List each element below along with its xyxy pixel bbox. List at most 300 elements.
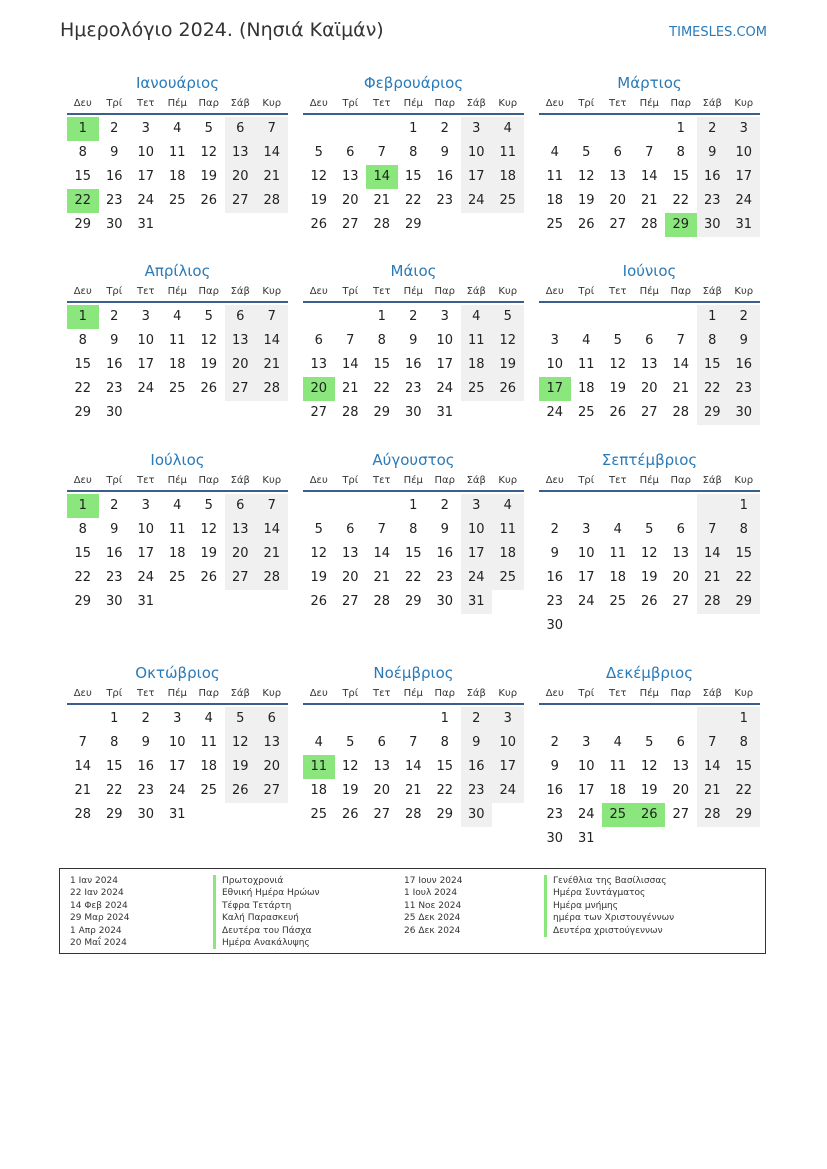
day-cell: 16 [461, 755, 493, 779]
day-cell: 28 [697, 803, 729, 827]
weekday-label: Πέμ [403, 286, 423, 297]
day-cell: 24 [137, 570, 155, 585]
day-cell: 4 [173, 309, 182, 324]
day-cell: 17 [168, 759, 186, 774]
day-cell: 31 [137, 217, 155, 232]
day-cell: 21 [373, 570, 391, 585]
month-calendar [67, 259, 288, 425]
day-cell: 3 [461, 494, 493, 518]
day-cell: 3 [173, 711, 182, 726]
weekday-header [303, 95, 524, 115]
day-cell: 21 [74, 783, 92, 798]
day-cell: 18 [168, 546, 186, 561]
weekday-header [67, 95, 288, 115]
weekday-label: Παρ [198, 286, 219, 297]
empty-cell [539, 305, 571, 329]
day-cell: 14 [373, 546, 391, 561]
day-cell: 18 [609, 783, 627, 798]
month-name: Φεβρουάριος [363, 74, 464, 92]
day-cell: 31 [137, 594, 155, 609]
day-cell: 27 [225, 189, 257, 213]
day-cell: 31 [577, 831, 595, 846]
weekday-label: Σάβ [466, 286, 486, 297]
day-cell: 22 [728, 566, 760, 590]
day-cell: 15 [373, 357, 391, 372]
weekday-label: Πέμ [403, 98, 423, 109]
day-cell: 6 [346, 522, 355, 537]
day-cell: 5 [613, 333, 622, 348]
day-cell: 24 [577, 594, 595, 609]
day-cell: 2 [110, 309, 119, 324]
day-cell: 17 [137, 169, 155, 184]
holiday-day: 22 [67, 189, 99, 213]
month-days [67, 494, 288, 614]
day-cell: 10 [546, 357, 564, 372]
weekday-label: Τρί [106, 286, 123, 297]
day-cell: 24 [577, 807, 595, 822]
day-cell: 7 [676, 333, 685, 348]
day-cell: 15 [672, 169, 690, 184]
day-cell: 17 [461, 165, 493, 189]
day-cell: 19 [609, 381, 627, 396]
empty-cell [193, 590, 225, 614]
day-cell: 4 [492, 117, 524, 141]
day-cell: 19 [310, 570, 328, 585]
empty-cell [697, 494, 729, 518]
empty-cell [366, 707, 398, 731]
day-cell: 25 [168, 193, 186, 208]
day-cell: 30 [105, 217, 123, 232]
weekday-label: Κυρ [498, 286, 518, 297]
day-cell: 13 [341, 169, 359, 184]
holiday-date: 1 Ιαν 2024 [70, 876, 118, 886]
day-cell: 6 [377, 735, 386, 750]
day-cell: 16 [697, 165, 729, 189]
day-cell: 31 [461, 590, 493, 614]
holiday-date: 1 Απρ 2024 [70, 925, 122, 936]
day-cell: 9 [409, 333, 418, 348]
weekday-label: Τετ [136, 475, 155, 486]
day-cell: 13 [225, 329, 257, 353]
holiday-name: Πρωτοχρονιά [213, 875, 320, 887]
weekday-label: Δευ [73, 286, 92, 297]
weekday-label: Τρί [342, 98, 359, 109]
weekday-label: Σάβ [230, 475, 250, 486]
day-cell: 5 [346, 735, 355, 750]
weekday-label: Παρ [670, 98, 691, 109]
day-cell: 25 [168, 570, 186, 585]
day-cell: 12 [640, 759, 658, 774]
day-cell: 17 [577, 570, 595, 585]
day-cell: 16 [546, 783, 564, 798]
day-cell: 22 [373, 381, 391, 396]
day-cell: 8 [78, 522, 87, 537]
day-cell: 18 [492, 542, 524, 566]
day-cell: 3 [141, 309, 150, 324]
month-days [539, 494, 760, 638]
empty-cell [193, 803, 225, 827]
day-cell: 13 [373, 759, 391, 774]
day-cell: 23 [105, 381, 123, 396]
day-cell: 21 [256, 353, 288, 377]
holiday-day: 1 [67, 494, 99, 518]
day-cell: 13 [672, 546, 690, 561]
day-cell: 1 [377, 309, 386, 324]
day-cell: 3 [492, 707, 524, 731]
weekday-label: Παρ [198, 688, 219, 699]
day-cell: 21 [697, 779, 729, 803]
month-calendar [303, 259, 524, 425]
day-cell: 2 [728, 305, 760, 329]
day-cell: 22 [672, 193, 690, 208]
day-cell: 18 [168, 357, 186, 372]
day-cell: 15 [74, 546, 92, 561]
day-cell: 2 [697, 117, 729, 141]
weekday-label: Πέμ [167, 688, 187, 699]
day-cell: 20 [225, 353, 257, 377]
month-calendar [67, 448, 288, 614]
day-cell: 23 [728, 377, 760, 401]
weekday-header [303, 472, 524, 492]
day-cell: 20 [609, 193, 627, 208]
day-cell: 21 [404, 783, 422, 798]
day-cell: 10 [577, 546, 595, 561]
day-cell: 28 [256, 189, 288, 213]
day-cell: 1 [728, 494, 760, 518]
month-days [67, 117, 288, 237]
day-cell: 23 [697, 189, 729, 213]
day-cell: 7 [377, 522, 386, 537]
weekday-label: Τρί [342, 475, 359, 486]
weekday-header [303, 283, 524, 303]
day-cell: 10 [137, 145, 155, 160]
day-cell: 6 [225, 494, 257, 518]
day-cell: 5 [582, 145, 591, 160]
day-cell: 26 [200, 193, 218, 208]
day-cell: 1 [728, 707, 760, 731]
day-cell: 6 [676, 522, 685, 537]
day-cell: 15 [404, 169, 422, 184]
month-calendar [67, 661, 288, 827]
weekday-label: Δευ [545, 98, 564, 109]
day-cell: 3 [550, 333, 559, 348]
day-cell: 1 [676, 121, 685, 136]
weekday-label: Κυρ [734, 688, 754, 699]
day-cell: 6 [676, 735, 685, 750]
empty-cell [539, 707, 571, 731]
day-cell: 23 [546, 594, 564, 609]
day-cell: 30 [137, 807, 155, 822]
empty-cell [634, 707, 666, 731]
day-cell: 12 [609, 357, 627, 372]
day-cell: 4 [550, 145, 559, 160]
holiday-name: Δευτέρα χριστούγεννων [544, 925, 674, 937]
empty-cell [665, 494, 697, 518]
weekday-label: Τρί [342, 688, 359, 699]
day-cell: 23 [137, 783, 155, 798]
day-cell: 4 [173, 498, 182, 513]
day-cell: 4 [461, 305, 493, 329]
day-cell: 9 [110, 522, 119, 537]
weekday-label: Τετ [372, 688, 391, 699]
day-cell: 7 [697, 731, 729, 755]
day-cell: 10 [492, 731, 524, 755]
weekday-label: Πέμ [403, 688, 423, 699]
day-cell: 11 [461, 329, 493, 353]
day-cell: 30 [697, 213, 729, 237]
empty-cell [225, 590, 257, 614]
day-cell: 4 [582, 333, 591, 348]
weekday-header [67, 472, 288, 492]
month-days [303, 305, 524, 425]
day-cell: 22 [74, 570, 92, 585]
month-days [67, 305, 288, 425]
month-name: Σεπτέμβριος [601, 451, 698, 469]
day-cell: 26 [200, 381, 218, 396]
day-cell: 12 [200, 522, 218, 537]
day-cell: 29 [404, 217, 422, 232]
day-cell: 27 [609, 217, 627, 232]
day-cell: 26 [225, 779, 257, 803]
day-cell: 13 [256, 731, 288, 755]
empty-cell [303, 305, 335, 329]
weekday-label: Παρ [670, 475, 691, 486]
month-name: Δεκέμβριος [605, 664, 693, 682]
day-cell: 19 [492, 353, 524, 377]
day-cell: 21 [256, 165, 288, 189]
day-cell: 7 [256, 305, 288, 329]
holiday-date: 20 Μαΐ 2024 [70, 938, 127, 949]
day-cell: 2 [110, 498, 119, 513]
day-cell: 14 [697, 755, 729, 779]
day-cell: 25 [168, 381, 186, 396]
day-cell: 2 [550, 735, 559, 750]
day-cell: 26 [310, 217, 328, 232]
holiday-name: Εθνική Ημέρα Ηρώων [213, 887, 320, 899]
day-cell: 29 [728, 590, 760, 614]
day-cell: 31 [168, 807, 186, 822]
day-cell: 30 [461, 803, 493, 827]
month-name: Μάιος [390, 262, 437, 280]
weekday-label: Σάβ [702, 98, 722, 109]
day-cell: 24 [137, 381, 155, 396]
day-cell: 9 [550, 759, 559, 774]
weekday-label: Τρί [106, 98, 123, 109]
day-cell: 3 [728, 117, 760, 141]
day-cell: 15 [74, 169, 92, 184]
day-cell: 19 [200, 546, 218, 561]
day-cell: 22 [728, 779, 760, 803]
day-cell: 20 [640, 381, 658, 396]
day-cell: 22 [74, 381, 92, 396]
day-cell: 28 [697, 590, 729, 614]
empty-cell [539, 494, 571, 518]
weekday-label: Τρί [578, 286, 595, 297]
weekday-label: Κυρ [734, 98, 754, 109]
empty-cell [728, 614, 760, 638]
day-cell: 23 [436, 570, 454, 585]
day-cell: 18 [200, 759, 218, 774]
day-cell: 27 [672, 807, 690, 822]
weekday-label: Τετ [136, 688, 155, 699]
day-cell: 6 [613, 145, 622, 160]
day-cell: 29 [436, 807, 454, 822]
weekday-header [67, 685, 288, 705]
empty-cell [602, 494, 634, 518]
empty-cell [335, 117, 367, 141]
day-cell: 6 [645, 333, 654, 348]
empty-cell [398, 707, 430, 731]
day-cell: 11 [200, 735, 218, 750]
holiday-name: Γενέθλια της Βασίλισσας [544, 875, 674, 887]
holiday-day: 11 [303, 755, 335, 779]
month-name: Απρίλιος [144, 262, 211, 280]
day-cell: 25 [546, 217, 564, 232]
empty-cell [634, 494, 666, 518]
day-cell: 11 [492, 141, 524, 165]
day-cell: 12 [200, 333, 218, 348]
holiday-date: 17 Ιουν 2024 [404, 876, 463, 886]
empty-cell [335, 494, 367, 518]
day-cell: 8 [110, 735, 119, 750]
empty-cell [225, 401, 257, 425]
day-cell: 5 [645, 522, 654, 537]
month-days [303, 494, 524, 614]
empty-cell [697, 707, 729, 731]
day-cell: 21 [341, 381, 359, 396]
day-cell: 14 [256, 141, 288, 165]
day-cell: 12 [310, 546, 328, 561]
day-cell: 1 [409, 121, 418, 136]
empty-cell [634, 117, 666, 141]
day-cell: 19 [200, 357, 218, 372]
empty-cell [634, 305, 666, 329]
day-cell: 22 [436, 783, 454, 798]
day-cell: 26 [609, 405, 627, 420]
empty-cell [162, 590, 194, 614]
empty-cell [571, 494, 603, 518]
day-cell: 16 [105, 546, 123, 561]
holiday-list [59, 868, 766, 954]
day-cell: 26 [310, 594, 328, 609]
day-cell: 2 [409, 309, 418, 324]
day-cell: 10 [728, 141, 760, 165]
day-cell: 14 [341, 357, 359, 372]
day-cell: 10 [137, 522, 155, 537]
day-cell: 7 [256, 494, 288, 518]
weekday-label: Κυρ [262, 688, 282, 699]
day-cell: 12 [640, 546, 658, 561]
weekday-header [67, 283, 288, 303]
empty-cell [697, 614, 729, 638]
empty-cell [335, 707, 367, 731]
day-cell: 30 [546, 831, 564, 846]
day-cell: 25 [200, 783, 218, 798]
weekday-label: Κυρ [262, 286, 282, 297]
day-cell: 13 [341, 546, 359, 561]
day-cell: 12 [492, 329, 524, 353]
day-cell: 15 [436, 759, 454, 774]
weekday-label: Τετ [372, 286, 391, 297]
day-cell: 11 [168, 333, 186, 348]
day-cell: 18 [461, 353, 493, 377]
day-cell: 13 [310, 357, 328, 372]
day-cell: 28 [74, 807, 92, 822]
day-cell: 19 [310, 193, 328, 208]
day-cell: 19 [200, 169, 218, 184]
empty-cell [571, 305, 603, 329]
day-cell: 16 [404, 357, 422, 372]
weekday-label: Τρί [106, 688, 123, 699]
day-cell: 3 [461, 117, 493, 141]
weekday-label: Παρ [434, 475, 455, 486]
weekday-label: Πέμ [639, 98, 659, 109]
weekday-label: Σάβ [230, 98, 250, 109]
holiday-name: ημέρα των Χριστουγέννων [544, 912, 674, 924]
day-cell: 17 [492, 755, 524, 779]
day-cell: 27 [672, 594, 690, 609]
empty-cell [303, 494, 335, 518]
day-cell: 27 [373, 807, 391, 822]
empty-cell [225, 803, 257, 827]
month-calendar [539, 259, 760, 425]
day-cell: 28 [672, 405, 690, 420]
weekday-label: Κυρ [498, 475, 518, 486]
day-cell: 12 [341, 759, 359, 774]
weekday-label: Τρί [106, 475, 123, 486]
page-title: Ημερολόγιο 2024. (Νησιά Καϊμάν) [60, 19, 384, 41]
day-cell: 28 [256, 566, 288, 590]
month-days [539, 117, 760, 237]
day-cell: 10 [577, 759, 595, 774]
day-cell: 26 [200, 570, 218, 585]
day-cell: 25 [310, 807, 328, 822]
weekday-label: Παρ [434, 688, 455, 699]
weekday-label: Τετ [608, 688, 627, 699]
day-cell: 20 [256, 755, 288, 779]
day-cell: 23 [436, 193, 454, 208]
day-cell: 4 [173, 121, 182, 136]
weekday-label: Σάβ [702, 688, 722, 699]
weekday-label: Τρί [578, 475, 595, 486]
day-cell: 17 [137, 546, 155, 561]
day-cell: 25 [461, 377, 493, 401]
empty-cell [602, 614, 634, 638]
day-cell: 2 [440, 121, 449, 136]
weekday-label: Τετ [608, 98, 627, 109]
day-cell: 13 [225, 518, 257, 542]
day-cell: 9 [728, 329, 760, 353]
day-cell: 20 [373, 783, 391, 798]
weekday-label: Παρ [198, 98, 219, 109]
day-cell: 14 [74, 759, 92, 774]
month-calendar [303, 448, 524, 614]
day-cell: 14 [256, 329, 288, 353]
day-cell: 27 [310, 405, 328, 420]
day-cell: 29 [373, 405, 391, 420]
weekday-label: Δευ [309, 286, 328, 297]
holiday-day: 1 [67, 305, 99, 329]
day-cell: 21 [697, 566, 729, 590]
weekday-label: Παρ [434, 286, 455, 297]
weekday-label: Πέμ [167, 98, 187, 109]
day-cell: 6 [314, 333, 323, 348]
holiday-name: Ημέρα μνήμης [544, 900, 674, 912]
site-link[interactable]: TIMESLES.COM [669, 25, 767, 40]
day-cell: 24 [728, 189, 760, 213]
day-cell: 29 [728, 803, 760, 827]
holiday-day: 25 [602, 803, 634, 827]
